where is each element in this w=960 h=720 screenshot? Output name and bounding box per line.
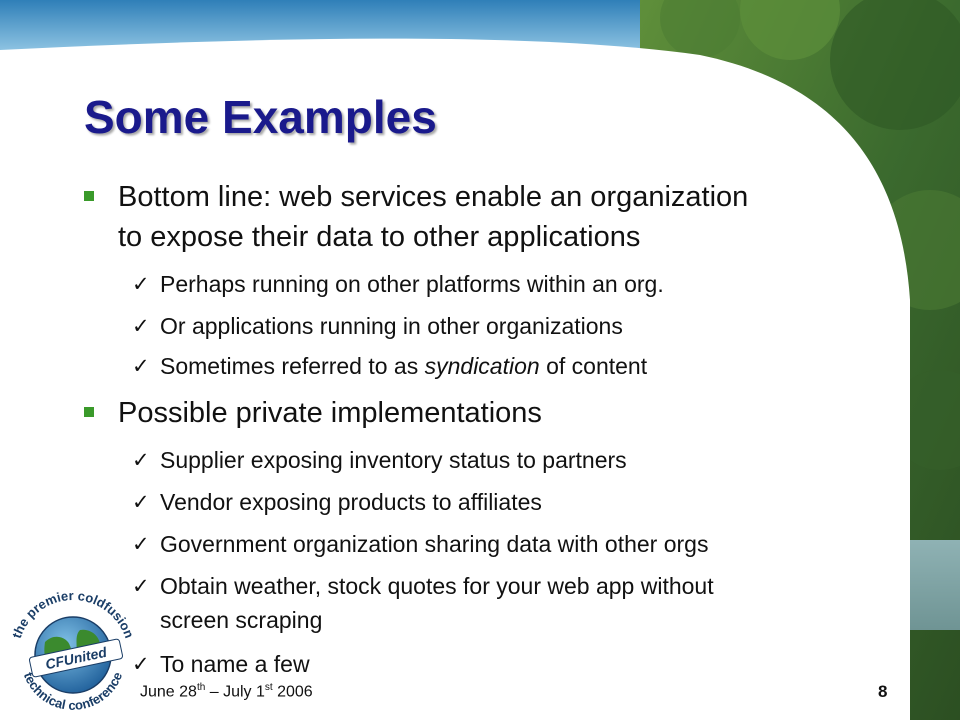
- checkmark-icon: ✓: [132, 448, 150, 472]
- checkmark-icon: ✓: [132, 490, 150, 514]
- bullet-text: Possible private implementations: [118, 397, 542, 429]
- bullet-text: to expose their data to other applications: [118, 221, 641, 253]
- cfunited-logo: [0, 580, 150, 720]
- svg-text:technical conference: technical conference: [20, 669, 126, 713]
- sub-bullet-text: Or applications running in other organizations: [160, 313, 623, 339]
- sub-bullet-text: Vendor exposing products to affiliates: [160, 489, 542, 515]
- sub-bullet-text: Obtain weather, stock quotes for your web app without: [160, 573, 714, 599]
- sub-bullet-text: Sometimes referred to as syndication of content: [160, 353, 648, 379]
- sub-bullet-text: To name a few: [160, 651, 310, 677]
- checkmark-icon: ✓: [132, 314, 150, 338]
- svg-text:the premier coldfusion: the premier coldfusion: [8, 587, 138, 641]
- emphasis-text: syndication: [424, 353, 540, 379]
- square-bullet-icon: [84, 191, 94, 201]
- checkmark-icon: ✓: [132, 574, 150, 598]
- square-bullet-icon: [84, 407, 94, 417]
- sub-bullet-text: screen scraping: [160, 607, 323, 633]
- checkmark-icon: ✓: [132, 354, 150, 378]
- sub-bullet-text: Perhaps running on other platforms within an org.: [160, 271, 664, 297]
- checkmark-icon: ✓: [132, 272, 150, 296]
- slide-title: Some Examples: [84, 91, 437, 143]
- page-number: 8: [878, 682, 888, 701]
- logo-center-text: CFUnited: [43, 643, 109, 673]
- checkmark-icon: ✓: [132, 532, 150, 556]
- checkmark-icon: ✓: [132, 652, 150, 676]
- footer-date: June 28th – July 1st 2006: [140, 682, 313, 701]
- sub-bullet-text: Government organization sharing data with other orgs: [160, 531, 709, 557]
- sub-bullet-text: Supplier exposing inventory status to partners: [160, 447, 627, 473]
- bullet-text: Bottom line: web services enable an organization: [118, 181, 749, 213]
